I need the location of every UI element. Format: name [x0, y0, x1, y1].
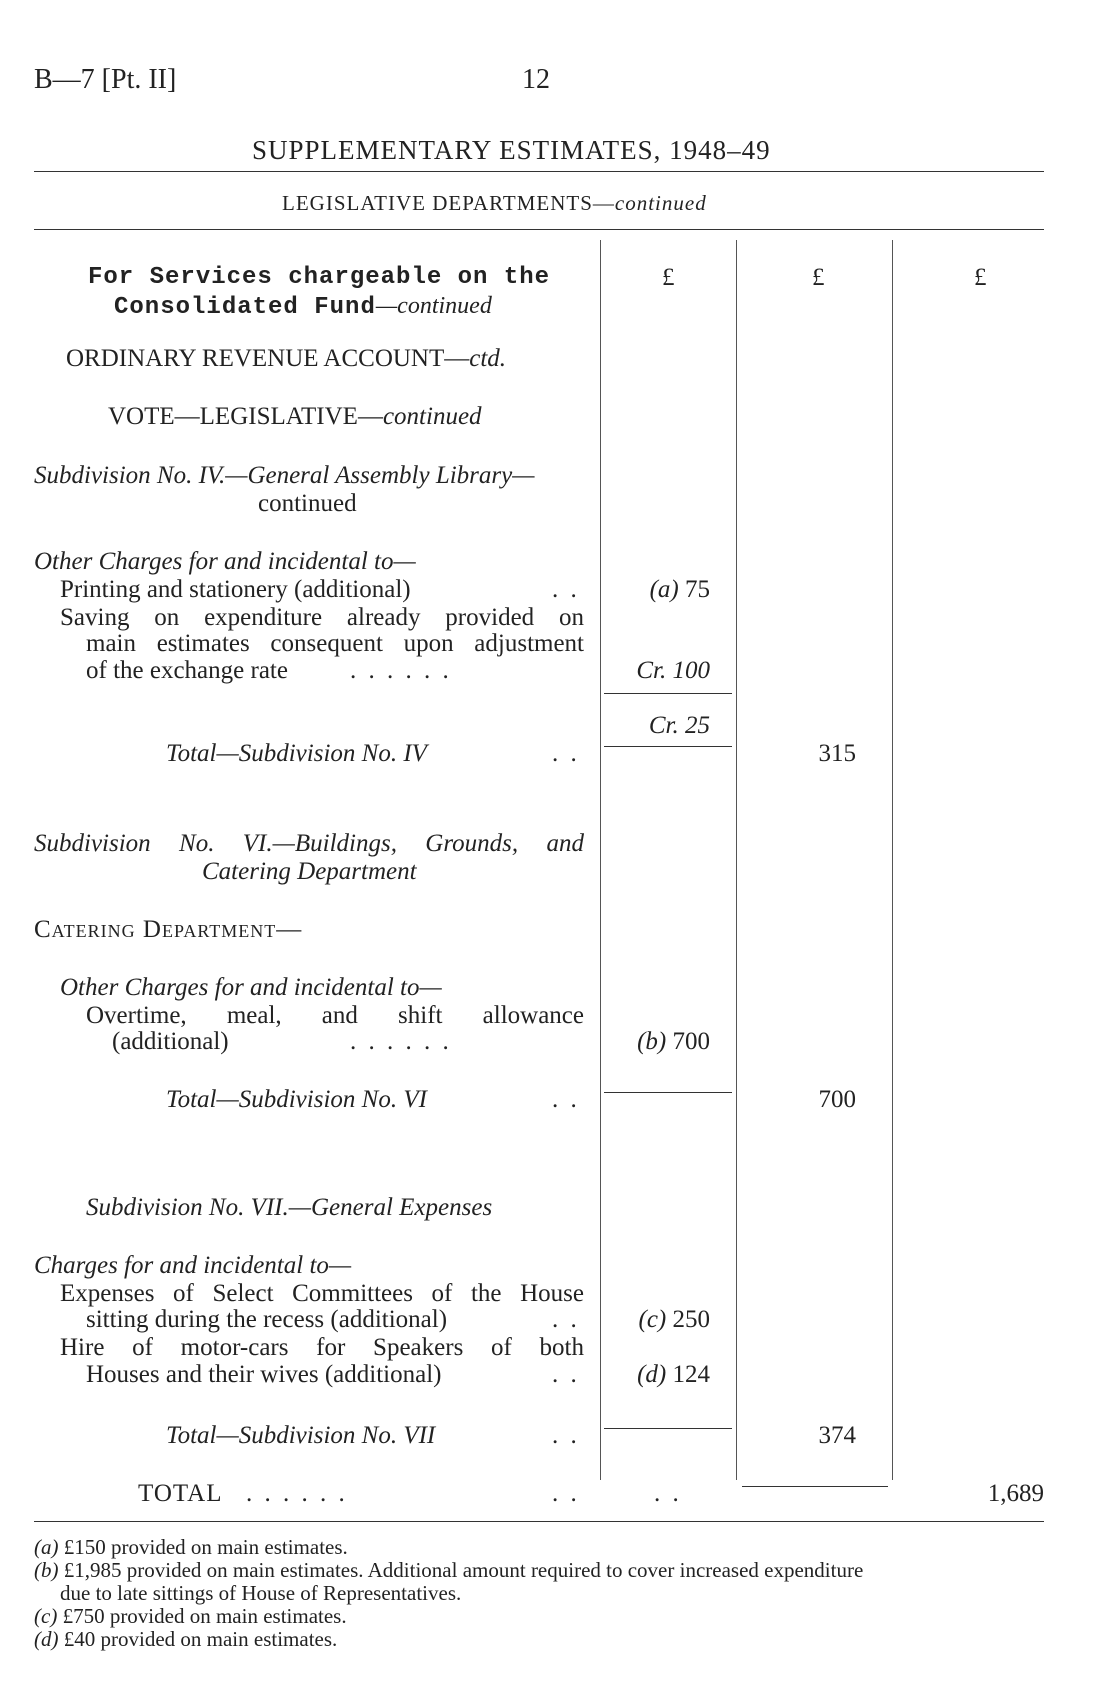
sub4-total-rule — [604, 746, 732, 747]
sub6-heading-cont: Catering Department — [202, 858, 417, 885]
footnote-a: (a) £150 provided on main estimates. — [34, 1535, 348, 1559]
leader-dots: . . . . . . — [246, 1480, 348, 1507]
fund-heading-line1: For Services chargeable on the — [88, 264, 551, 291]
sub7-item1-line2: sitting during the recess (additional) — [86, 1306, 448, 1333]
footnote-b-cont: due to late sittings of House of Representatives. — [60, 1581, 462, 1605]
footnote-b: (b) £1,985 provided on main estimates. Additional amount required to cover increased expenditure — [34, 1558, 864, 1582]
sub4-item1-amount: (a) 75 — [649, 576, 710, 603]
sub7-total-value: 374 — [818, 1422, 856, 1449]
page-title: SUPPLEMENTARY ESTIMATES, 1948–49 — [252, 135, 771, 165]
sub6-total-label: Total—Subdivision No. VI — [166, 1086, 427, 1113]
section-subtitle: LEGISLATIVE DEPARTMENTS—continued — [282, 191, 707, 215]
sub7-item1-line1: Expenses of Select Committees of the House — [60, 1280, 584, 1307]
sub7-item2-line1: Hire of motor-cars for Speakers of both — [60, 1334, 584, 1361]
column-2-currency: £ — [812, 264, 825, 291]
leader-dots: . . . . . . — [350, 1028, 452, 1055]
leader-dots: . . — [552, 1480, 580, 1507]
sub4-subtotal-rule — [604, 693, 732, 694]
grand-total-rule — [742, 1486, 888, 1487]
leader-dots: . . — [654, 1480, 682, 1507]
column-rule-2 — [736, 240, 737, 1480]
sub4-item2-line2: main estimates consequent upon adjustment — [86, 630, 584, 657]
sub4-total-label: Total—Subdivision No. IV — [166, 740, 427, 767]
column-rule-1 — [600, 240, 601, 1480]
sub7-total-rule — [604, 1428, 732, 1429]
column-3-currency: £ — [974, 264, 987, 291]
sub6-item1-line2: (additional) — [112, 1028, 229, 1055]
leader-dots: . . — [552, 1422, 580, 1449]
leader-dots: . . . . . . — [350, 657, 452, 684]
title-rule — [34, 171, 1044, 172]
account-heading: ORDINARY REVENUE ACCOUNT—ctd. — [66, 345, 507, 372]
sub6-total-value: 700 — [818, 1086, 856, 1113]
sub7-heading: Subdivision No. VII.—General Expenses — [86, 1194, 493, 1221]
footnote-rule — [34, 1521, 1044, 1522]
subtitle-rule — [34, 229, 1044, 230]
sub7-total-label: Total—Subdivision No. VII — [166, 1422, 436, 1449]
leader-dots: . . — [552, 1086, 580, 1113]
leader-dots: . . — [552, 1306, 580, 1333]
sub4-total-value: 315 — [818, 740, 856, 767]
column-rule-3 — [892, 240, 893, 1480]
sub4-heading: Subdivision No. IV.—General Assembly Library— — [34, 462, 535, 489]
sub4-item2-line1: Saving on expenditure already provided on — [60, 604, 584, 631]
sub6-total-rule — [604, 1092, 732, 1093]
sub4-heading-cont: continued — [258, 490, 357, 517]
vote-heading: VOTE—LEGISLATIVE—continued — [108, 403, 482, 430]
sub6-heading: Subdivision No. VI.—Buildings, Grounds, and — [34, 830, 584, 857]
grand-total-label: TOTAL — [138, 1480, 223, 1507]
column-1-currency: £ — [662, 264, 675, 291]
page-number: 12 — [522, 64, 550, 95]
sub6-item1-amount: (b) 700 — [637, 1028, 710, 1055]
leader-dots: . . — [552, 740, 580, 767]
sub7-charges-heading: Charges for and incidental to— — [34, 1252, 352, 1279]
sub7-item2-amount: (d) 124 — [637, 1361, 710, 1388]
sub4-item2-amount: Cr. 100 — [636, 657, 710, 684]
document-reference: B—7 [Pt. II] — [34, 64, 177, 95]
sub6-charges-heading: Other Charges for and incidental to— — [60, 974, 442, 1001]
catering-department-heading: Catering Department— — [34, 916, 303, 943]
leader-dots: . . — [552, 1361, 580, 1388]
footnote-d: (d) £40 provided on main estimates. — [34, 1627, 338, 1651]
sub4-item2-line3: of the exchange rate — [86, 657, 288, 684]
leader-dots: . . — [552, 576, 580, 603]
grand-total-value: 1,689 — [987, 1480, 1044, 1507]
sub4-subtotal: Cr. 25 — [648, 712, 710, 739]
footnote-c: (c) £750 provided on main estimates. — [34, 1604, 347, 1628]
fund-heading-line2: Consolidated Fund—continued — [114, 293, 492, 321]
sub7-item2-line2: Houses and their wives (additional) — [86, 1361, 442, 1388]
sub6-item1-line1: Overtime, meal, and shift allowance — [86, 1002, 584, 1029]
sub7-item1-amount: (c) 250 — [638, 1306, 710, 1333]
sub4-item1-text: Printing and stationery (additional) — [60, 576, 411, 603]
sub4-charges-heading: Other Charges for and incidental to— — [34, 548, 416, 575]
